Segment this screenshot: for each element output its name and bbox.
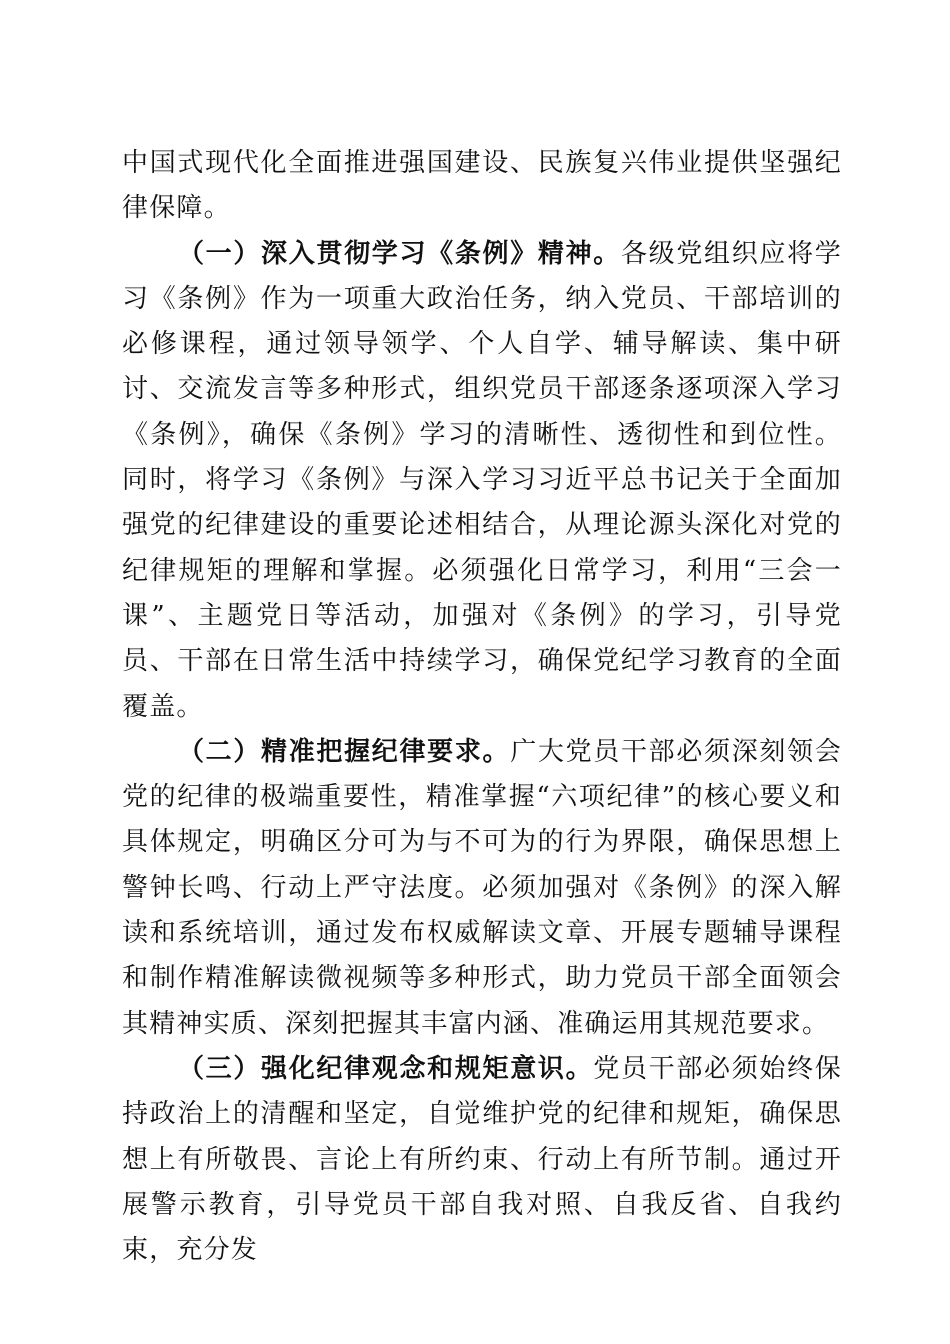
paragraph-text: 广大党员干部必须深刻领会党的纪律的极端重要性，精准掌握“六项纪律”的核心要义和具体规定，明确区分可为与不可为的行为界限，确保思想上警钟长鸣、行动上严守法度。必须加强对《条例》的深入解读和系统培训，通过发布权威解读文章、开展专题辅导课程和制作精准解读微视频等多种形式，助力党员干部全面领会其精神实质、深刻把握其丰富内涵、准确运用其规范要求。 bbox=[122, 736, 843, 1039]
paragraph-section-1 bbox=[122, 232, 842, 730]
paragraph-text: 中国式现代化全面推进强国建设、民族复兴伟业提供坚强纪律保障。 bbox=[122, 148, 842, 224]
paragraph-continuation bbox=[122, 141, 842, 232]
document-body bbox=[122, 141, 842, 1273]
paragraph-section-3 bbox=[122, 1047, 842, 1273]
section-heading-1: （一）深入贯彻学习《条例》精神。 bbox=[178, 238, 621, 269]
paragraph-text: 各级党组织应将学习《条例》作为一项重大政治任务，纳入党员、干部培训的必修课程，通过领导领学、个人自学、辅导解读、集中研讨、交流发言等多种形式，组织党员干部逐条逐项深入学习《条例》，确保《条例》学习的清晰性、透彻性和到位性。同时，将学习《条例》与深入学习习近平总书记关于全面加强党的纪律建设的重要论述相结合，从理论源头深化对党的纪律规矩的理解和掌握。必须强化日常学习，利用“三会一课”、主题党日等活动，加强对《条例》的学习，引导党员、干部在日常生活中持续学习，确保党纪学习教育的全面覆盖。 bbox=[122, 238, 842, 722]
paragraph-section-2 bbox=[122, 730, 842, 1047]
section-heading-3: （三）强化纪律观念和规矩意识。 bbox=[178, 1053, 594, 1084]
paragraph-text: 党员干部必须始终保持政治上的清醒和坚定，自觉维护党的纪律和规矩，确保思想上有所敬畏、言论上有所约束、行动上有所节制。通过开展警示教育，引导党员干部自我对照、自我反省、自我约束，充分发 bbox=[122, 1053, 842, 1266]
section-heading-2: （二）精准把握纪律要求。 bbox=[178, 736, 511, 767]
